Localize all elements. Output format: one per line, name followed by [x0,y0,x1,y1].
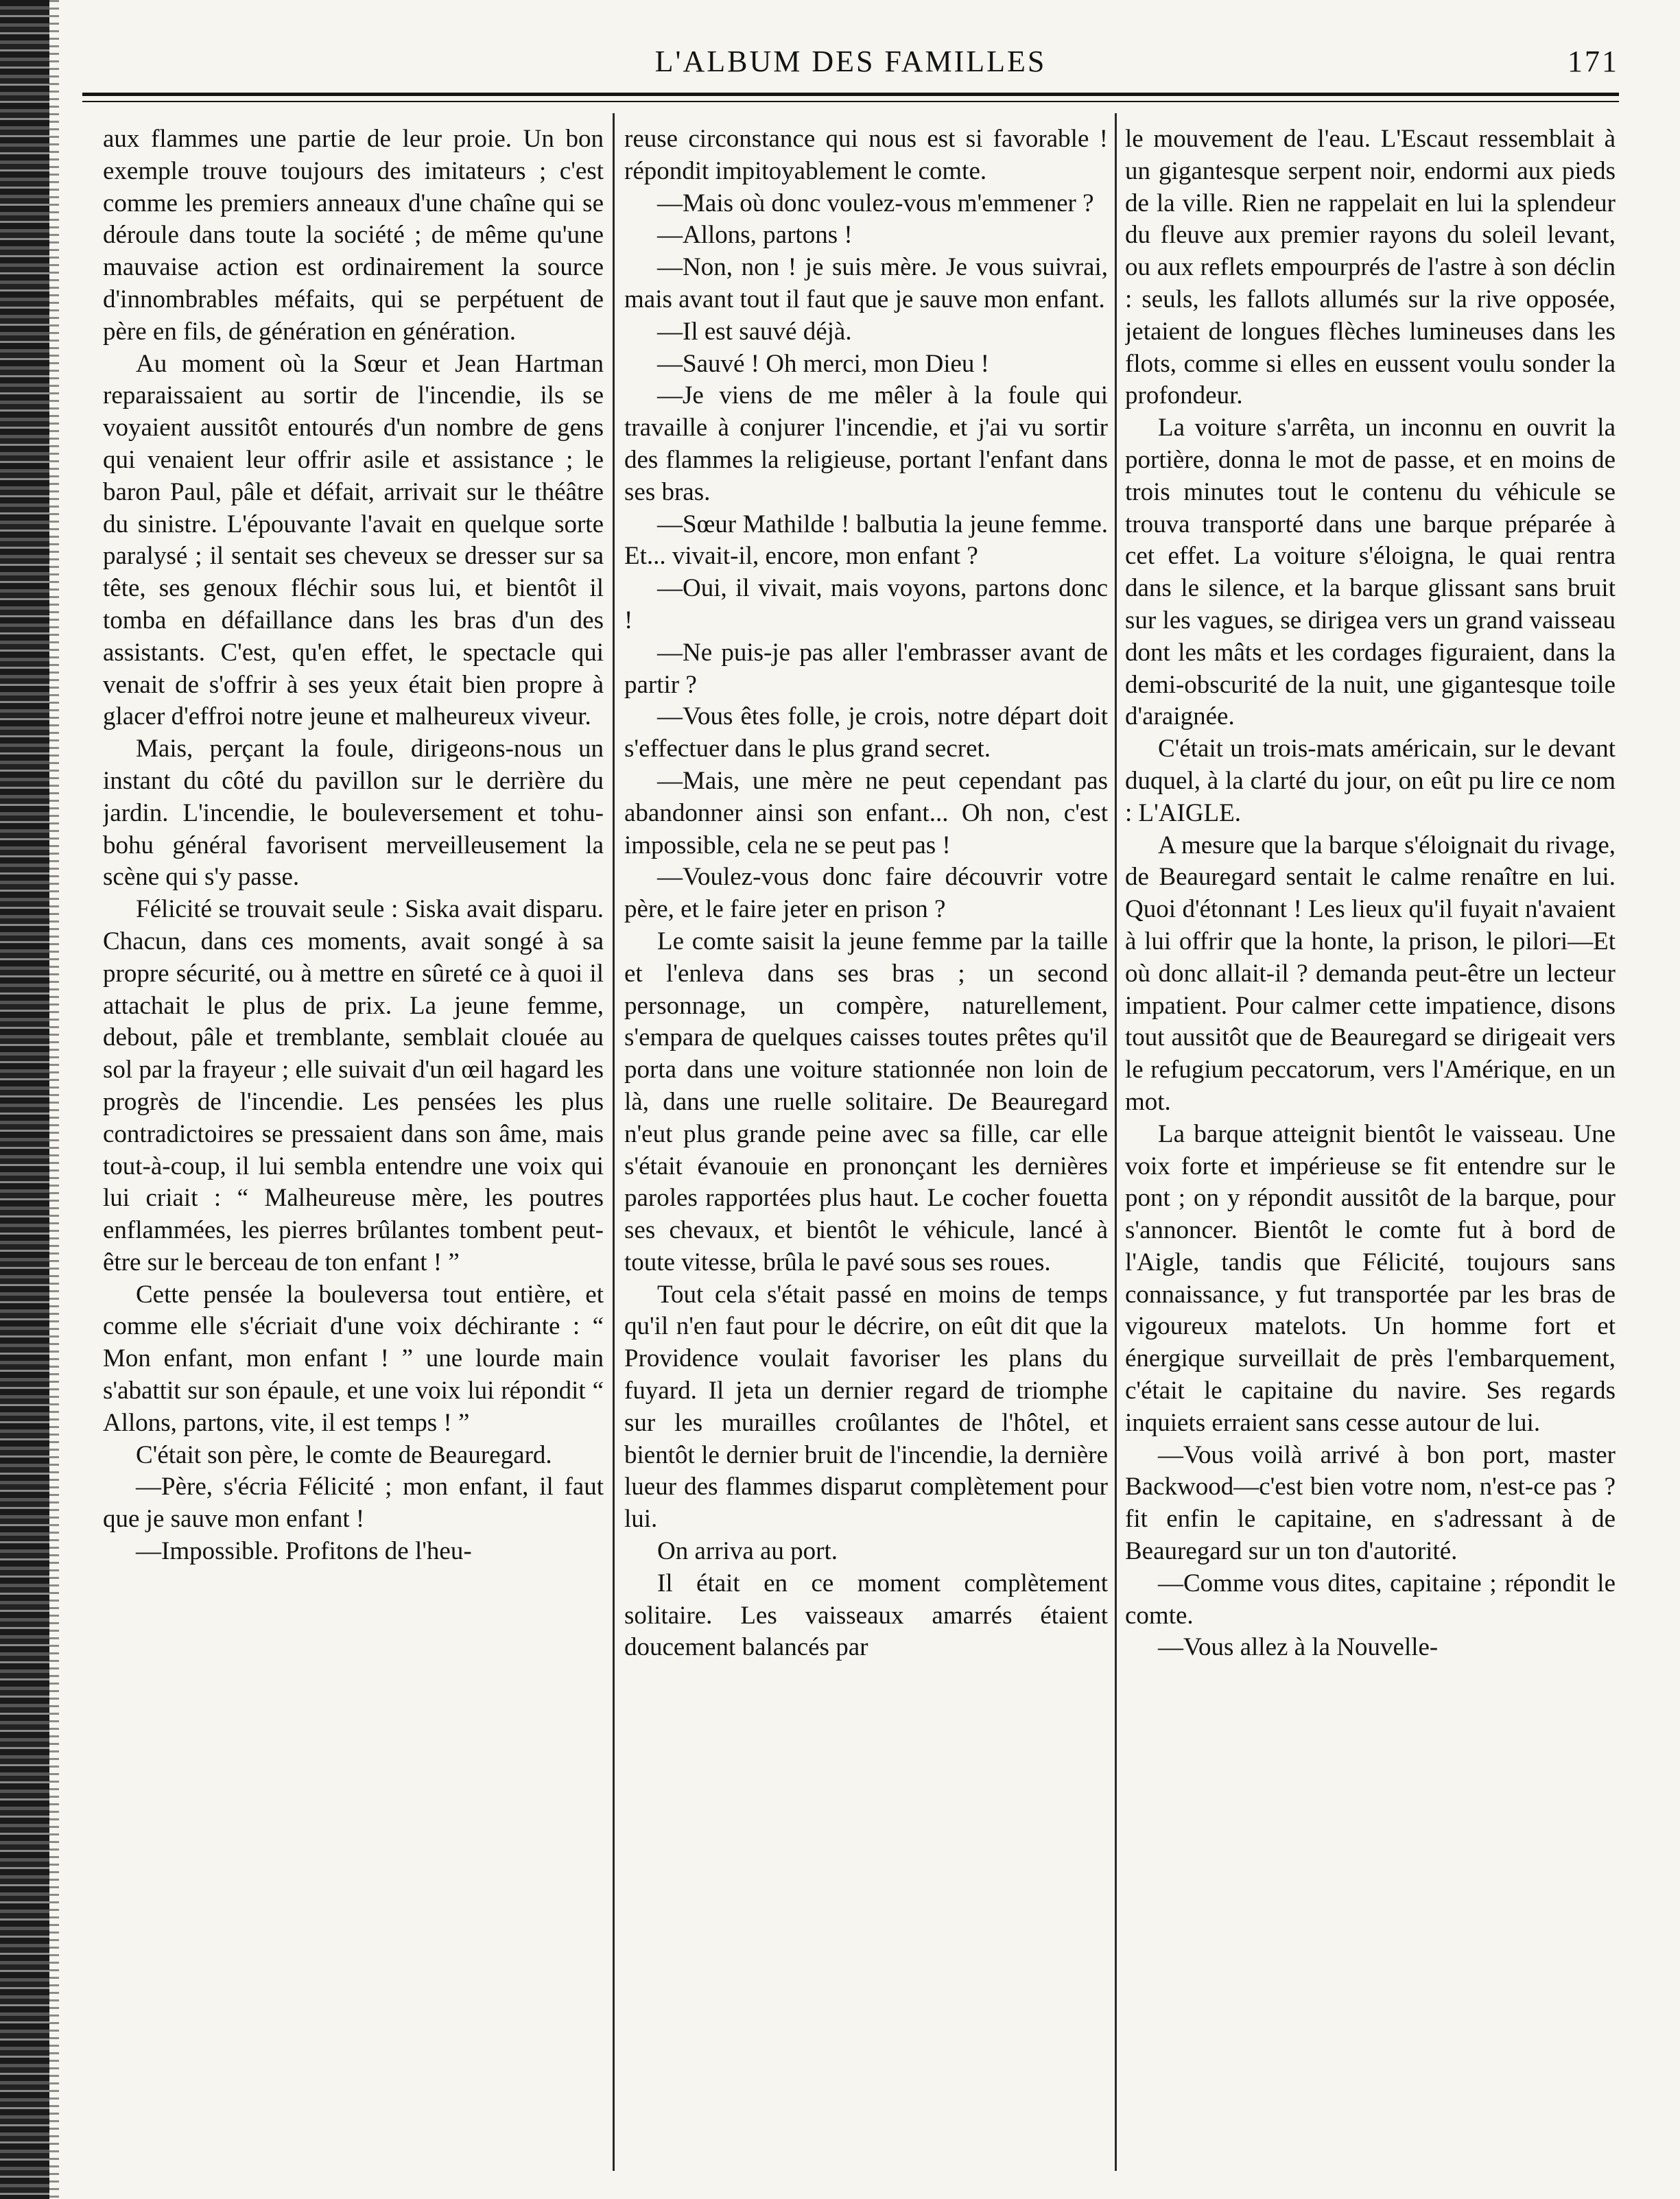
paragraph: Au moment où la Sœur et Jean Hartman reparaissaient au sortir de l'incendie, ils se voyaient aussitôt entourés d'un nombre de gens qui venaient leur offrir asile et assistance ; le baron Paul, pâle et défait, arrivait sur le théâtre du sinistre. L'épouvante l'avait en quelque sorte paralysé ; il sentait ses cheveux se dresser sur sa tête, ses genoux fléchir sous lui, et bientôt il tomba en défaillance dans les bras d'un des assistants. C'est, qu'en effet, le spectacle qui venait de s'offrir à ses yeux était bien propre à glacer d'effroi notre jeune et malheureux viveur. [103,349,604,731]
header-rule-thin [82,101,1619,102]
paragraph: —Sœur Mathilde ! balbutia la jeune femme. Et... vivait-il, encore, mon enfant ? [624,510,1108,571]
paragraph: Cette pensée la bouleversa tout entière, et comme elle s'écriait d'une voix déchirante : “ Mon enfant, mon enfant ! ” une lourde main s'abattit sur son épaule, et une voix lui répondit “ Allons, partons, vite, il est temps ! ” [103,1280,604,1437]
page-binding-shadow [49,0,59,2199]
paragraph: —Mais où donc voulez-vous m'emmener ? [657,189,1094,217]
paragraph: —Non, non ! je suis mère. Je vous suivrai, mais avant tout il faut que je sauve mon enfant. [624,253,1108,313]
paragraph: —Oui, il vivait, mais voyons, partons donc ! [624,574,1108,634]
paragraph: —Ne puis-je pas aller l'embrasser avant de partir ? [624,638,1108,699]
paragraph: Mais, perçant la foule, dirigeons-nous un instant du côté du pavillon sur le derrière du jardin. L'incendie, le bouleversement et tohu-bohu général favorisent merveilleusement la scène qui s'y passe. [103,735,604,892]
paragraph: le mouvement de l'eau. L'Escaut ressemblait à un gigantesque serpent noir, endormi aux pieds de la ville. Rien ne rappelait en lui la splendeur du fleuve aux premier rayons du soleil levant, ou aux reflets empourprés de l'astre à son déclin : seuls, les fallots allumés sur la rive opposée, jetaient de longues flèches lumineuses dans les flots, comme si elles en eussent voulu sonder la profondeur. [1125,125,1616,410]
paragraph: —Mais, une mère ne peut cependant pas abandonner ainsi son enfant... Oh non, c'est impossible, cela ne se peut pas ! [624,766,1108,859]
paragraph: —Vous êtes folle, je crois, notre départ doit s'effectuer dans le plus grand secret. [624,702,1108,763]
paragraph: —Sauvé ! Oh merci, mon Dieu ! [657,349,989,378]
page-binding-edge [0,0,49,2199]
paragraph: reuse circonstance qui nous est si favorable ! répondit impitoyablement le comte. [624,125,1108,185]
paragraph: aux flammes une partie de leur proie. Un bon exemple trouve toujours des imitateurs ; c'est comme les premiers anneaux d'une chaîne qui se déroule dans toute la société ; de même qu'une mauvaise action est ordinairement la source d'innombrables méfaits, qui se perpétuent de père en fils, de génération en génération. [103,125,604,346]
paragraph: A mesure que la barque s'éloignait du rivage, de Beauregard sentait le calme renaître en lui. Quoi d'étonnant ! Les lieux qu'il fuyait n'avaient à lui offrir que la honte, la prison, le pilori—Et où donc allait-il ? demanda peut-être un lecteur impatient. Pour calmer cette impatience, disons tout aussitôt que de Beauregard se dirigeait vers le refugium peccatorum, vers l'Amérique, en un mot. [1125,831,1616,1116]
paragraph: —Allons, partons ! [657,221,853,250]
text-column-2 [624,123,1108,2154]
page-header [82,34,1619,89]
paragraph: Félicité se trouvait seule : Siska avait disparu. Chacun, dans ces moments, avait songé à sa propre sécurité, ou à mettre en sûreté ce à quoi il attachait le plus de prix. La jeune femme, debout, pâle et tremblante, semblait clouée au sol par la frayeur ; elle suivait d'un œil hagard les progrès de l'incendie. Les pensées les plus contradictoires se pressaient dans son âme, mais tout-à-coup, il lui sembla entendre une voix qui lui criait : “ Malheureuse mère, les poutres enflammées, les pierres brûlantes tombent peut-être sur le berceau de ton enfant ! ” [103,895,604,1276]
paragraph: —Père, s'écria Félicité ; mon enfant, il faut que je sauve mon enfant ! [103,1473,604,1534]
paragraph: —Il est sauvé déjà. [657,317,852,346]
paragraph: —Vous allez à la Nouvelle- [1158,1633,1439,1662]
paragraph: —Comme vous dites, capitaine ; répondit le comte. [1125,1569,1616,1630]
text-column-1 [103,123,604,2154]
paragraph: —Je viens de me mêler à la foule qui travaille à conjurer l'incendie, et j'ai vu sortir des flammes la religieuse, portant l'enfant dans ses bras. [624,381,1108,506]
header-rule [82,93,1619,96]
column-separator [1115,113,1117,2171]
paragraph: —Impossible. Profitons de l'heu- [136,1537,472,1566]
paragraph: Il était en ce moment complètement solitaire. Les vaisseaux amarrés étaient doucement balancés par [624,1569,1108,1662]
page-number: 171 [1567,45,1619,78]
text-column-3 [1125,123,1616,2154]
paragraph: La barque atteignit bientôt le vaisseau. Une voix forte et impérieuse se fit entendre sur le pont ; on y répondit aussitôt de la barque, pour s'annoncer. Bientôt le comte fut à bord de l'Aigle, tandis que Félicité, toujours sans connaissance, y fut transportée par les bras de vigoureux matelots. Un homme fort et énergique surveillait de près l'embarquement, c'était le capitaine du navire. Ses regards inquiets erraient sans cesse autour de lui. [1125,1119,1616,1437]
paragraph: Le comte saisit la jeune femme par la taille et l'enleva dans ses bras ; un second personnage, un compère, naturellement, s'empara de quelques caisses toutes prêtes qu'il porta dans une voiture stationnée non loin de là, dans une ruelle solitaire. De Beauregard n'eut plus grande peine avec sa fille, car elle s'était évanouie en prononçant les dernières paroles rapportées plus haut. Le cocher fouetta ses chevaux, et bientôt le véhicule, lancé à toute vitesse, brûla le pavé sous ses roues. [624,927,1108,1276]
paragraph: Tout cela s'était passé en moins de temps qu'il n'en faut pour le décrire, on eût dit que la Providence voulait favoriser les plans du fuyard. Il jeta un dernier regard de triomphe sur les murailles croûlantes de l'hôtel, et bientôt le dernier bruit de l'incendie, la dernière lueur des flammes disparut complètement pour lui. [624,1280,1108,1534]
paragraph: —Voulez-vous donc faire découvrir votre père, et le faire jeter en prison ? [624,863,1108,924]
paragraph: C'était un trois-mats américain, sur le devant duquel, à la clarté du jour, on eût pu lire ce nom : L'AIGLE. [1125,735,1616,827]
paragraph: La voiture s'arrêta, un inconnu en ouvrit la portière, donna le mot de passe, et en moins de trois minutes tout le contenu du véhicule se trouva transporté dans une barque préparée à cet effet. La voiture s'éloigna, le quai rentra dans le silence, et la barque glissant sans bruit sur les vagues, se dirigea vers un grand vaisseau dont les mâts et les cordages figuraient, dans la demi-obscurité de la nuit, une gigantesque toile d'araignée. [1125,414,1616,731]
paragraph: —Vous voilà arrivé à bon port, master Backwood—c'est bien votre nom, n'est-ce pas ? fit enfin le capitaine, en s'adressant à de Beauregard sur un ton d'autorité. [1125,1440,1616,1566]
running-title: L'ALBUM DES FAMILLES [654,45,1047,78]
paragraph: C'était son père, le comte de Beauregard. [136,1440,552,1469]
paragraph: On arriva au port. [657,1537,838,1566]
column-separator [613,113,615,2171]
